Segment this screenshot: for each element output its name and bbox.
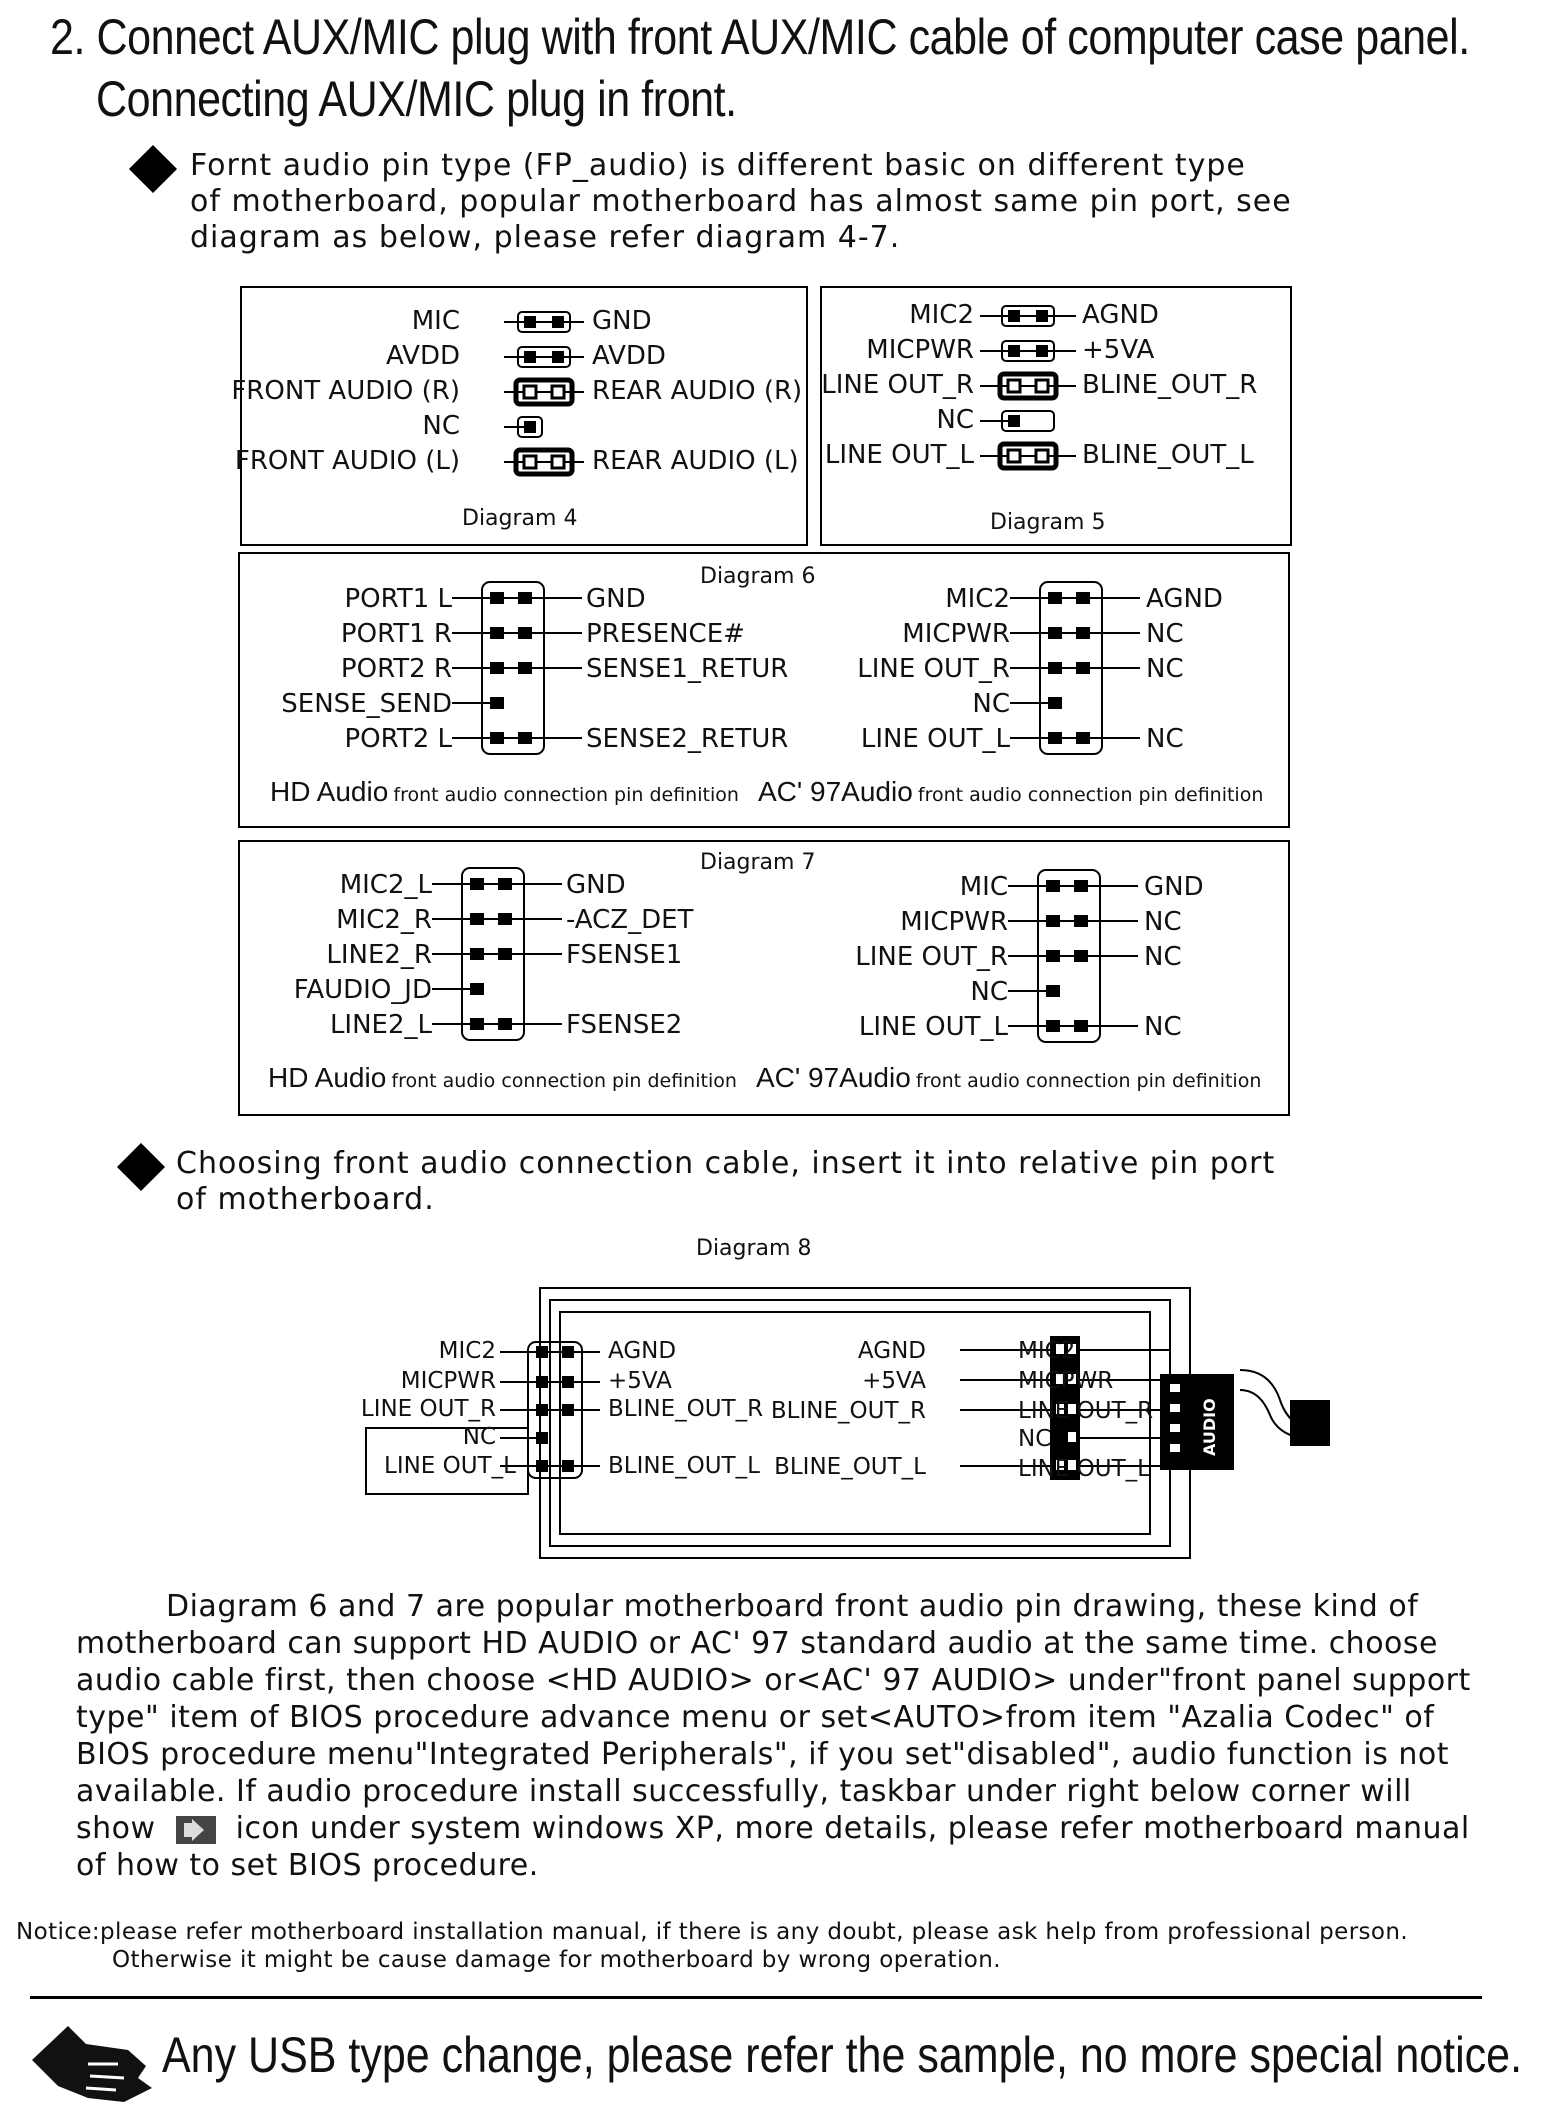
d8-mid-3: BLINE_OUT_R [608, 1396, 764, 1422]
d8-conn-right-3: LINE OUT_R [1018, 1398, 1154, 1424]
d5-caption: Diagram 5 [990, 510, 1106, 535]
d8-conn-left-4: BLINE_OUT_L [774, 1454, 926, 1480]
d7-ac-left-5: LINE OUT_L [858, 1012, 1008, 1042]
d8-mid-2: +5VA [608, 1368, 672, 1394]
d8-mid-1: AGND [608, 1338, 677, 1364]
diagram-7-hd-pin-header [432, 860, 562, 1050]
bullet-diamond-icon [129, 145, 177, 193]
d4-right-3: REAR AUDIO (R) [592, 376, 803, 406]
d5-left-2: MICPWR [866, 335, 974, 365]
d4-left-4: NC [422, 411, 460, 441]
d5-left-5: LINE OUT_L [824, 440, 974, 470]
d4-right-5: REAR AUDIO (L) [592, 446, 799, 476]
d4-right-2: AVDD [592, 341, 666, 371]
d6-ac-left-5: LINE OUT_L [860, 724, 1010, 754]
heading-line-2: Connecting AUX/MIC plug in front. [96, 71, 737, 127]
diagram-5-pin-header [980, 292, 1076, 482]
diagram-6-hd-pin-header [452, 574, 582, 764]
d6-ac-left-2: MICPWR [902, 619, 1010, 649]
bullet1-line-2: of motherboard, popular motherboard has almost same pin port, see [190, 184, 1292, 219]
d6-hd-left-5: PORT2 L [344, 724, 452, 754]
paragraph-line-5: BIOS procedure menu"Integrated Peripherals", if you set"disabled", audio function is not [76, 1737, 1449, 1772]
explanation-paragraph [76, 1588, 1496, 1884]
diagram-4-pin-header [504, 298, 584, 488]
d6-ac-right-2: NC [1146, 619, 1184, 649]
d7-ac-left-3: LINE OUT_R [855, 942, 1008, 972]
d6-ac-left-1: MIC2 [945, 584, 1010, 614]
d8-conn-right-2: MICPWR [1018, 1368, 1114, 1394]
bullet1-line-3: diagram as below, please refer diagram 4-7. [190, 220, 901, 255]
d8-left-1: MIC2 [438, 1338, 496, 1364]
d4-caption: Diagram 4 [462, 506, 578, 531]
d5-right-2: +5VA [1082, 335, 1155, 365]
d8-conn-left-1: AGND [857, 1338, 926, 1364]
paragraph-line-8: of how to set BIOS procedure. [76, 1848, 539, 1883]
divider-line [30, 1996, 1482, 1999]
bullet1-line-1: Fornt audio pin type (FP_audio) is different basic on different type [190, 148, 1246, 183]
d7-hd-left-1: MIC2_L [339, 870, 432, 900]
d7-hd-left-5: LINE2_L [329, 1010, 432, 1040]
notice-line-1: Notice:please refer motherboard installation manual, if there is any doubt, please ask help from professional person. [16, 1919, 1409, 1945]
d4-left-3: FRONT AUDIO (R) [231, 376, 460, 406]
d4-left-2: AVDD [386, 341, 460, 371]
paragraph-line-1: Diagram 6 and 7 are popular motherboard front audio pin drawing, these kind of [166, 1589, 1419, 1624]
d8-conn-right-1: MIC2 [1018, 1338, 1076, 1364]
d8-conn-right-4: NC [1018, 1426, 1052, 1452]
heading-line-1: 2. Connect AUX/MIC plug with front AUX/MIC cable of computer case panel. [50, 9, 1470, 65]
d8-left-3: LINE OUT_R [360, 1396, 496, 1422]
d7-hd-caption: HD Audio front audio connection pin definition [268, 1062, 737, 1093]
d4-left-1: MIC [411, 306, 460, 336]
diagram-7-box [238, 840, 1290, 1116]
d8-left-4: NC [462, 1424, 496, 1450]
d6-ac-right-1: AGND [1146, 584, 1223, 614]
d6-ac-left-4: NC [972, 689, 1010, 719]
bullet2-line-1: Choosing front audio connection cable, insert it into relative pin port [176, 1146, 1276, 1181]
d6-ac-right-3: NC [1146, 654, 1184, 684]
d6-hd-caption: HD Audio front audio connection pin definition [270, 776, 739, 807]
d7-ac-right-1: GND [1144, 872, 1204, 902]
d7-hd-left-4: FAUDIO_JD [293, 975, 432, 1005]
d6-ac-right-5: NC [1146, 724, 1184, 754]
d7-ac-right-3: NC [1144, 942, 1182, 972]
d8-conn-left-3: BLINE_OUT_R [770, 1398, 926, 1424]
d6-ac-left-3: LINE OUT_R [857, 654, 1010, 684]
paragraph-line-6: available. If audio procedure install successfully, taskbar under right below corner will [76, 1774, 1412, 1809]
d5-right-5: BLINE_OUT_L [1082, 440, 1254, 470]
d7-hd-right-2: -ACZ_DET [566, 905, 694, 935]
d7-ac-right-2: NC [1144, 907, 1182, 937]
d8-plug-label: AUDIO [1200, 1398, 1219, 1456]
d7-hd-left-2: MIC2_R [336, 905, 432, 935]
notice-line-2: Otherwise it might be cause damage for motherboard by wrong operation. [112, 1947, 1001, 1973]
footer-notice: Any USB type change, please refer the sample, no more special notice. [162, 2027, 1523, 2083]
d8-mid-4: BLINE_OUT_L [608, 1453, 760, 1479]
d6-hd-right-1: GND [586, 584, 646, 614]
d6-hd-right-3: SENSE1_RETUR [586, 654, 789, 684]
d7-hd-left-3: LINE2_R [326, 940, 432, 970]
d7-hd-right-3: FSENSE1 [566, 940, 683, 970]
pointing-hand-icon [28, 2020, 156, 2104]
d5-left-1: MIC2 [909, 300, 974, 330]
bullet2-line-2: of motherboard. [176, 1182, 435, 1217]
d7-ac-left-2: MICPWR [900, 907, 1008, 937]
d7-caption: Diagram 7 [700, 850, 816, 875]
d8-left-5: LINE OUT_L [384, 1453, 516, 1479]
d6-hd-right-2: PRESENCE# [586, 619, 745, 649]
paragraph-line-4: type" item of BIOS procedure advance menu or set<AUTO>from item "Azalia Codec" of [76, 1700, 1435, 1735]
d5-right-1: AGND [1082, 300, 1159, 330]
d4-left-5: FRONT AUDIO (L) [234, 446, 460, 476]
d7-ac-caption: AC' 97Audio front audio connection pin definition [756, 1062, 1262, 1093]
diagram-5-box [820, 286, 1292, 546]
d6-hd-left-4: SENSE_SEND [281, 689, 452, 719]
d8-left-2: MICPWR [400, 1368, 496, 1394]
diagram-7-ac-pin-header [1008, 862, 1138, 1052]
d4-right-1: GND [592, 306, 652, 336]
speaker-tray-icon [176, 1816, 216, 1844]
diagram-6-box [238, 552, 1290, 828]
d7-ac-left-4: NC [970, 977, 1008, 1007]
bullet-diamond-icon [117, 1143, 165, 1191]
d5-left-4: NC [936, 405, 974, 435]
diagram-6-ac-pin-header [1010, 574, 1140, 764]
d7-hd-right-1: GND [566, 870, 626, 900]
d7-ac-left-1: MIC [959, 872, 1008, 902]
paragraph-line-3: audio cable first, then choose <HD AUDIO> or<AC' 97 AUDIO> under"front panel support [76, 1663, 1471, 1698]
d6-hd-left-2: PORT1 R [340, 619, 452, 649]
paragraph-line-7: show icon under system windows XP, more details, please refer motherboard manual [76, 1811, 1470, 1846]
d6-caption: Diagram 6 [700, 564, 816, 589]
d6-hd-left-3: PORT2 R [340, 654, 452, 684]
d6-hd-right-5: SENSE2_RETUR [586, 724, 789, 754]
d5-left-3: LINE OUT_R [821, 370, 974, 400]
d7-hd-right-5: FSENSE2 [566, 1010, 683, 1040]
d8-caption: Diagram 8 [696, 1236, 812, 1261]
diagram-4-box [231, 286, 808, 546]
d8-conn-left-2: +5VA [862, 1368, 926, 1394]
d5-right-3: BLINE_OUT_R [1082, 370, 1258, 400]
paragraph-line-2: motherboard can support HD AUDIO or AC' 97 standard audio at the same time. choose [76, 1626, 1438, 1661]
d7-ac-right-5: NC [1144, 1012, 1182, 1042]
d6-hd-left-1: PORT1 L [344, 584, 452, 614]
d8-conn-right-5: LINE OUT_L [1018, 1456, 1150, 1482]
d6-ac-caption: AC' 97Audio front audio connection pin definition [758, 776, 1264, 807]
